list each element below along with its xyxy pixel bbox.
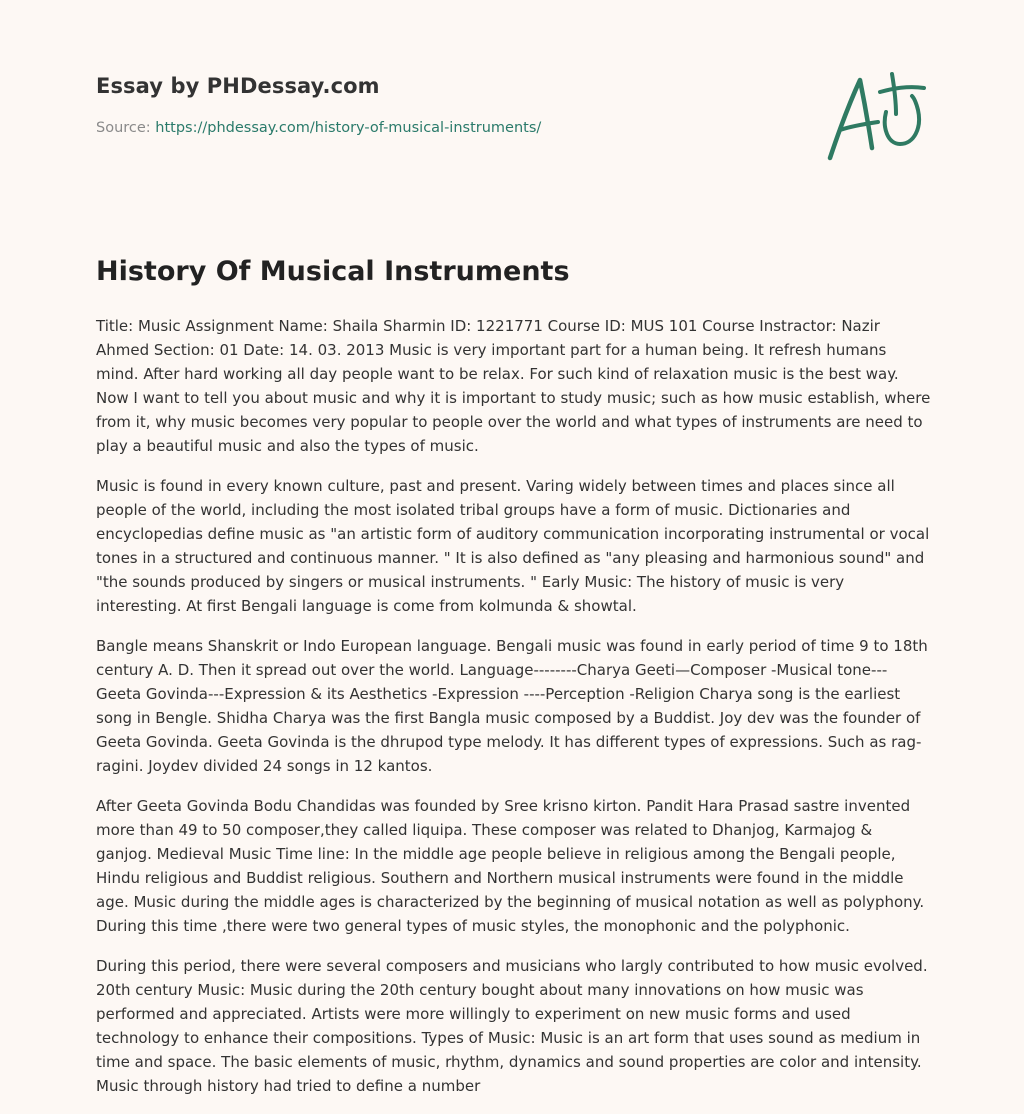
essay-title: History Of Musical Instruments xyxy=(96,256,570,287)
source-link[interactable]: https://phdessay.com/history-of-musical-instruments/ xyxy=(155,120,542,136)
essay-paragraph: During this period, there were several composers and musicians who largly contributed to how music evolved. 20th century Music: Music during the 20th century bought about many innovations on how music was performed and appreciated. Artists were more willingly to experiment on new music forms and used technology to enhance their compositions. Types of Music: Music is an art form that uses sound as medium in time and space. The basic elements of music, rhythm, dynamics and sound properties are color and intensity. Music through history had tried to define a number xyxy=(96,957,928,1095)
essay-paragraph: Music is found in every known culture, past and present. Varing widely between times and places since all people of the world, including the most isolated tribal groups have a form of music. Dictionaries and encyclopedias define music as "an artistic form of auditory communication incorporating instrumental or vocal tones in a structured and continuous manner. " It is also defined as "any pleasing and harmonious sound" and "the sounds produced by singers or musical instruments. " Early Music: The history of music is very interesting. At first Bengali language is come from kolmunda & showtal. xyxy=(96,477,930,615)
page-header xyxy=(96,74,696,136)
essay-paragraph: Title: Music Assignment Name: Shaila Sharmin ID: 1221771 Course ID: MUS 101 Course Instractor: Nazir Ahmed Section: 01 Date: 14. 03. 2013 Music is very important part for a human being. It refresh humans mind. After hard working all day people want to be relax. For such kind of relaxation music is the best way. Now I want to tell you about music and why it is important to study music; such as how music establish, where from it, why music becomes very popular to people over the world and what types of instruments are need to play a beautiful music and also the types of music. xyxy=(96,317,931,455)
a-plus-logo xyxy=(818,66,928,166)
essay-paragraph: After Geeta Govinda Bodu Chandidas was founded by Sree krisno kirton. Pandit Hara Prasad sastre invented more than 49 to 50 composer,they called liquipa. These composer was related to Dhanjog, Karmajog & ganjog. Medieval Music Time line: In the middle age people believe in religious among the Bengali people, Hindu religious and Buddist religious. Southern and Northern musical instruments were found in the middle age. Music during the middle ages is characterized by the beginning of musical notation as well as polyphony. During this time ,there were two general types of music styles, the monophonic and the polyphonic. xyxy=(96,797,925,935)
source-label: Source: xyxy=(96,120,156,136)
essay-paragraph: Bangle means Shanskrit or Indo European language. Bengali music was found in early period of time 9 to 18th century A. D. Then it spread out over the world. Language--------Charya Geeti—Composer -Musical tone---Geeta Govinda---Expression & its Aesthetics -Expression ----Perception -Religion Charya song is the earliest song in Bengle. Shidha Charya was the first Bangla music composed by a Buddist. Joy dev was the founder of Geeta Govinda. Geeta Govinda is the dhrupod type melody. It has different types of expressions. Such as rag-ragini. Joydev divided 24 songs in 12 kantos. xyxy=(96,637,928,775)
site-title: Essay by PHDessay.com xyxy=(96,74,380,98)
a-plus-logo-icon xyxy=(818,66,928,166)
source-line xyxy=(96,120,696,136)
essay-body xyxy=(96,314,932,1114)
